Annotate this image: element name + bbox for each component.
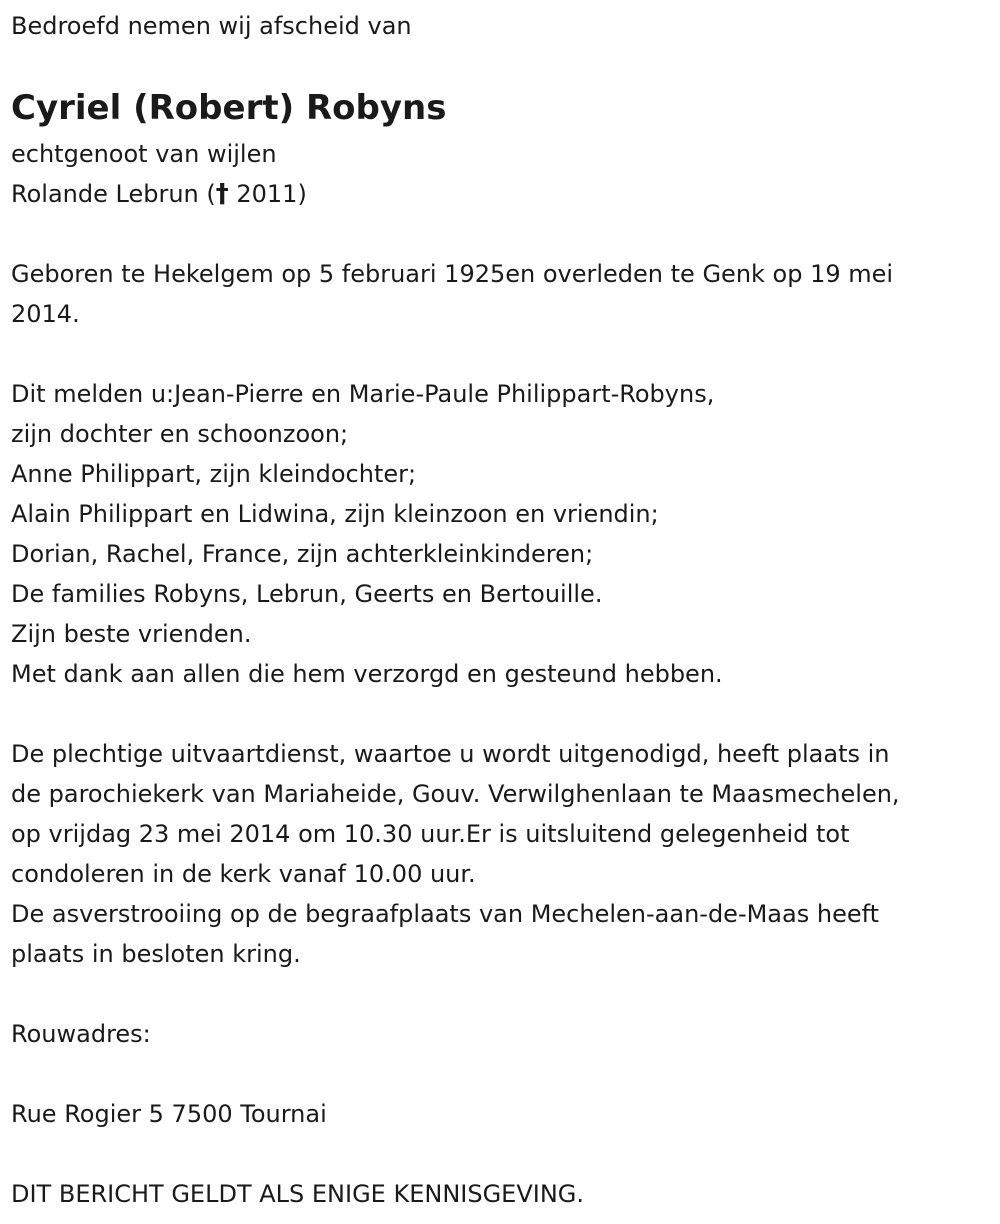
ceremony-line: plaats in besloten kring. <box>11 940 301 968</box>
family-line: Alain Philippart en Lidwina, zijn kleinzoon en vriendin; <box>11 500 659 528</box>
ceremony-line: de parochiekerk van Mariaheide, Gouv. Verwilghenlaan te Maasmechelen, <box>11 780 900 808</box>
ceremony-line: De plechtige uitvaartdienst, waartoe u wordt uitgenodigd, heeft plaats in <box>11 740 890 768</box>
family-line: zijn dochter en schoonzoon; <box>11 420 349 448</box>
closing-notice: DIT BERICHT GELDT ALS ENIGE KENNISGEVING. <box>11 1180 585 1208</box>
family-line: Dorian, Rachel, France, zijn achterkleinkinderen; <box>11 540 594 568</box>
family-line: Anne Philippart, zijn kleindochter; <box>11 460 417 488</box>
family-line: De families Robyns, Lebrun, Geerts en Bertouille. <box>11 580 603 608</box>
deceased-name: Cyriel (Robert) Robyns <box>11 88 447 128</box>
birth-death-text: Geboren te Hekelgem op 5 februari 1925en overleden te Genk op 19 mei <box>11 260 894 288</box>
cross-icon: † <box>215 179 229 209</box>
ceremony-details <box>11 734 990 974</box>
mourning-address: Rue Rogier 5 7500 Tournai <box>11 1100 327 1128</box>
ceremony-line: op vrijdag 23 mei 2014 om 10.30 uur.Er is uitsluitend gelegenheid tot <box>11 820 850 848</box>
spouse-relation: echtgenoot van wijlen <box>11 140 277 168</box>
family-line: Zijn beste vrienden. <box>11 620 252 648</box>
spouse-line <box>11 174 990 214</box>
intro-text: Bedroefd nemen wij afscheid van <box>11 12 412 40</box>
family-line: Met dank aan allen die hem verzorgd en gesteund hebben. <box>11 660 723 688</box>
spouse-name: Rolande Lebrun ( <box>11 180 216 208</box>
birth-death-text-cont: 2014. <box>11 300 80 328</box>
address-label: Rouwadres: <box>11 1020 151 1048</box>
family-list <box>11 374 990 694</box>
family-line: Dit melden u:Jean-Pierre en Marie-Paule Philippart-Robyns, <box>11 380 715 408</box>
ceremony-line: condoleren in de kerk vanaf 10.00 uur. <box>11 860 476 888</box>
spouse-death-year: 2011) <box>228 180 307 208</box>
ceremony-line: De asverstrooiing op de begraafplaats van Mechelen-aan-de-Maas heeft <box>11 900 880 928</box>
